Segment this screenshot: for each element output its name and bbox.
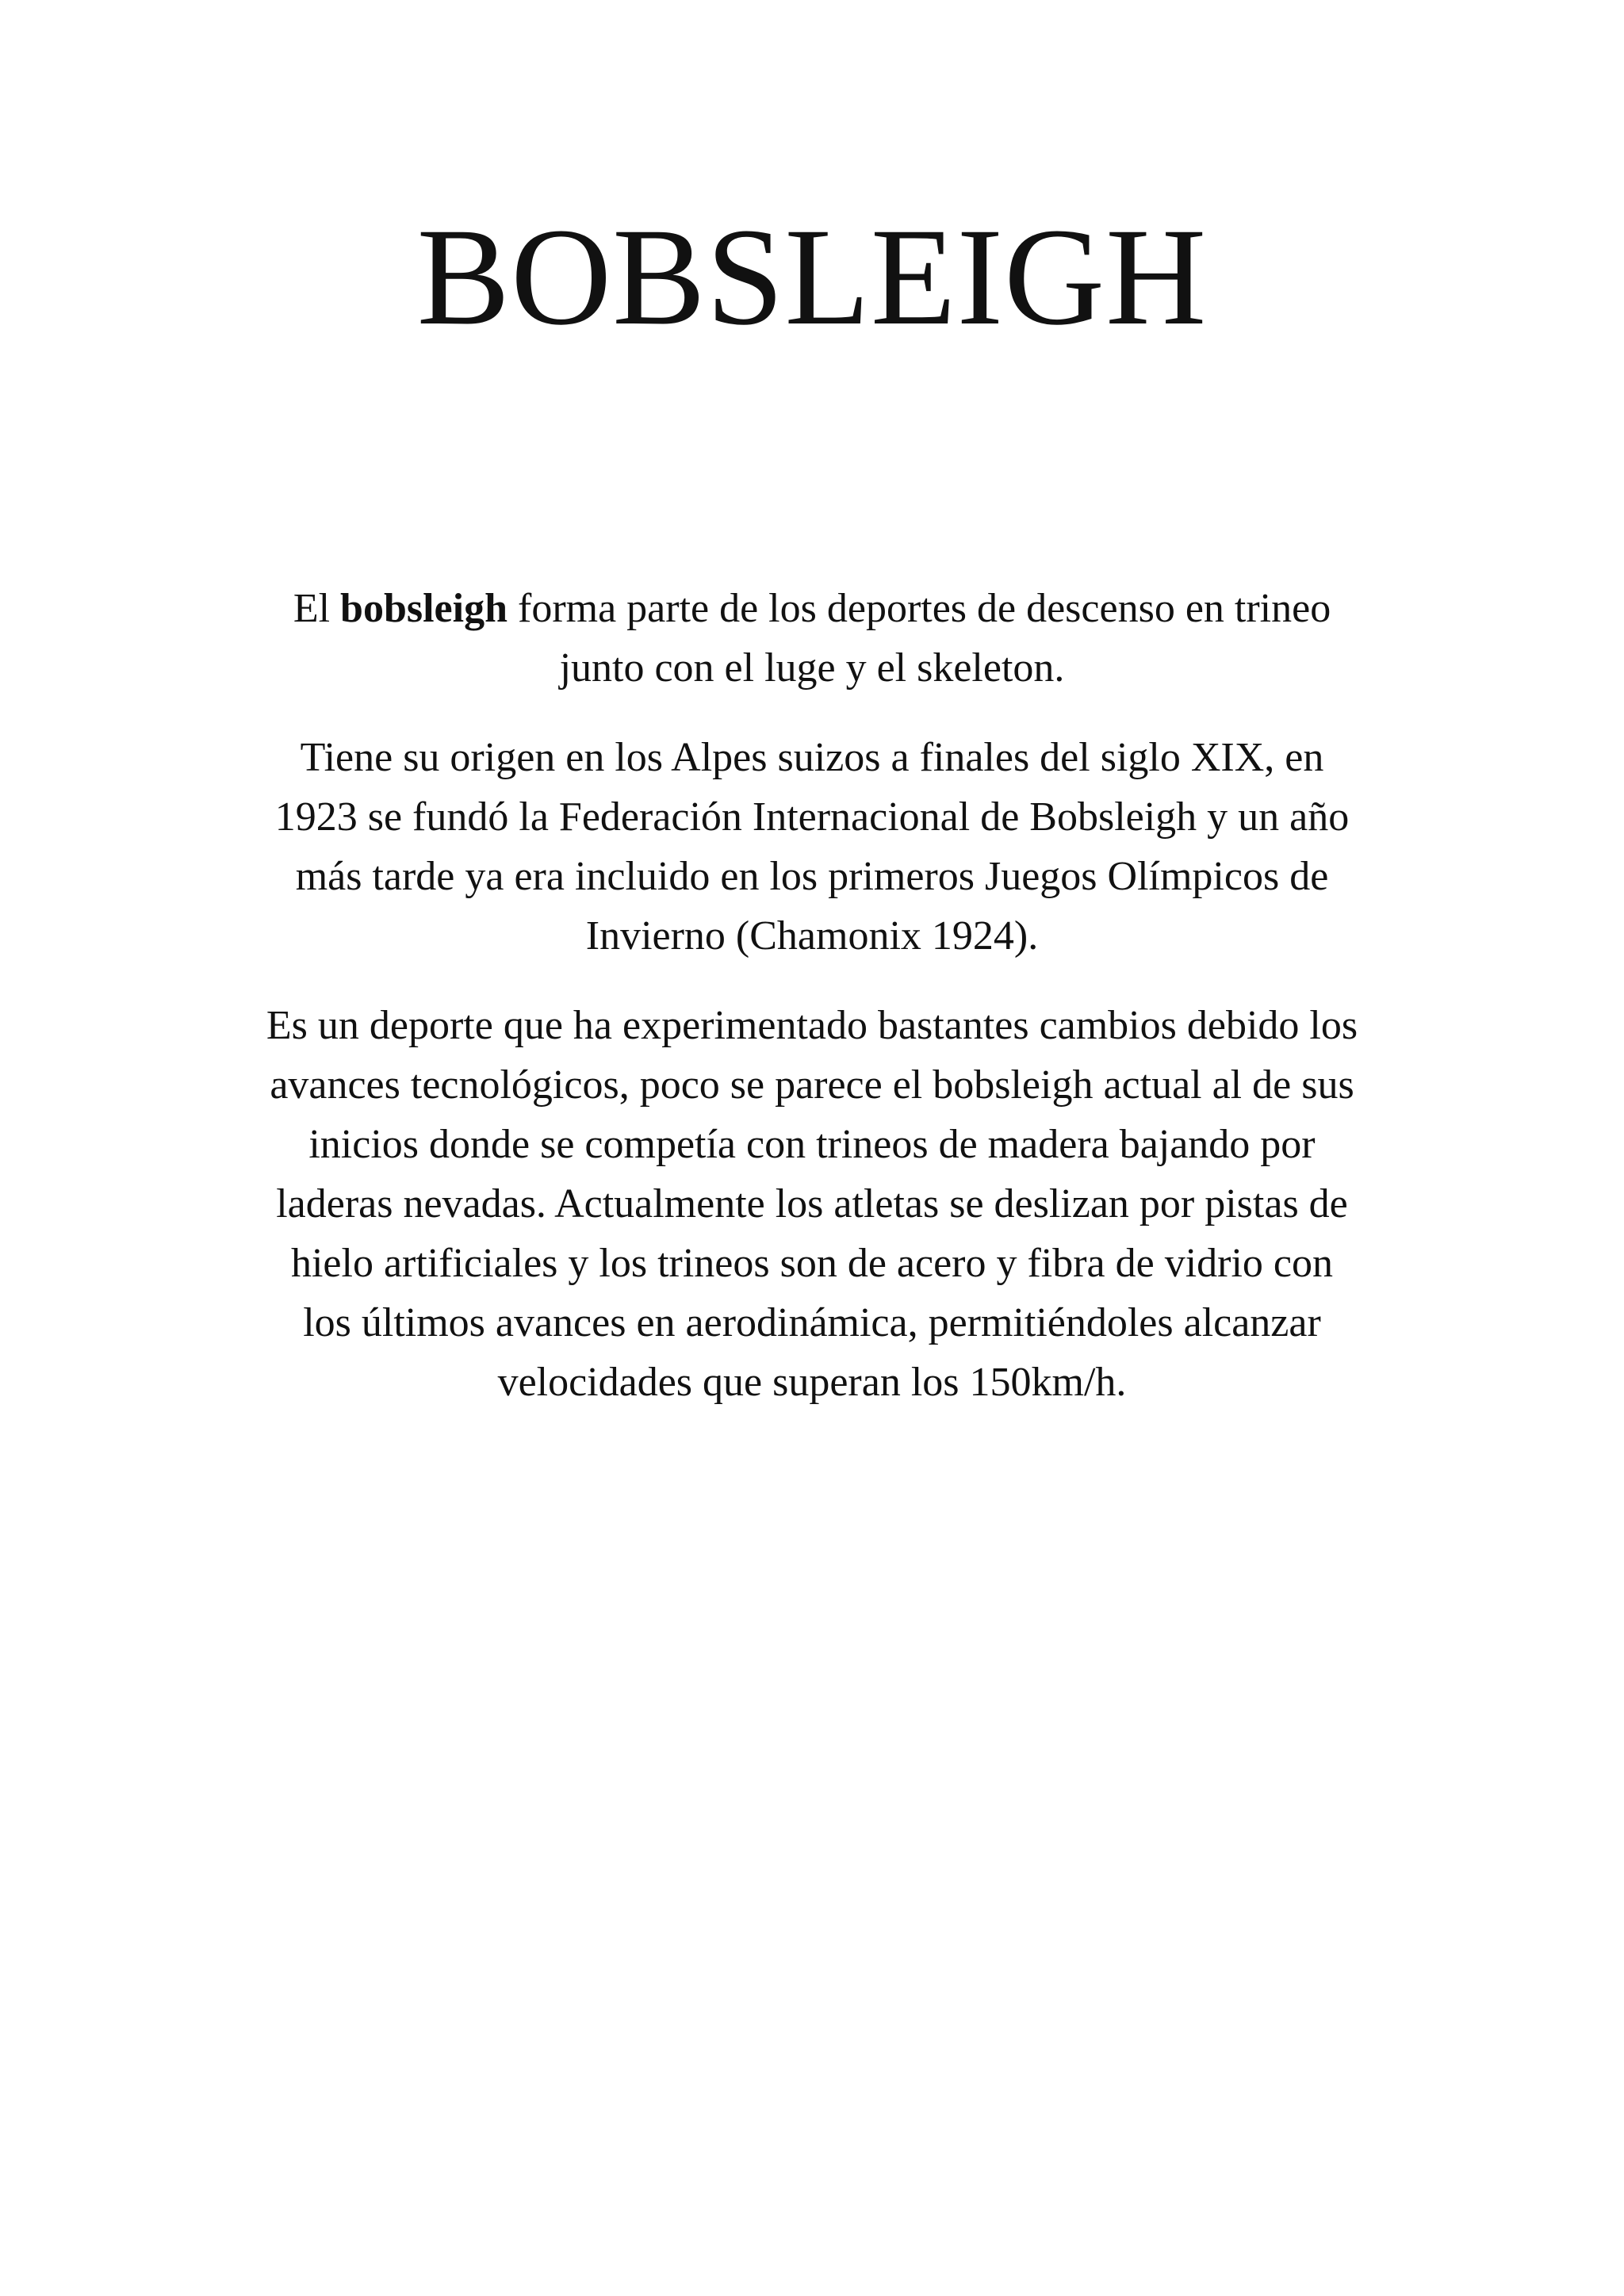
paragraph-origin: [214, 728, 1410, 966]
text-line: Es un deporte que ha experimentado bastantes cambios debido los: [266, 1003, 1358, 1048]
text-line: laderas nevadas. Actualmente los atletas se deslizan por pistas de: [276, 1181, 1348, 1226]
paragraph-intro: [214, 579, 1410, 698]
text-line: más tarde ya era incluido en los primeros Juegos Olímpicos de: [295, 854, 1329, 899]
text-line: inicios donde se competía con trineos de madera bajando por: [308, 1122, 1316, 1167]
text-line: los últimos avances en aerodinámica, permitiéndoles alcanzar: [303, 1300, 1321, 1345]
text-line: Tiene su origen en los Alpes suizos a finales del siglo XIX, en: [300, 735, 1324, 780]
text-line: junto con el luge y el skeleton.: [559, 645, 1065, 691]
paragraph-evolution: [214, 996, 1410, 1412]
text-line: avances tecnológicos, poco se parece el bobsleigh actual al de sus: [270, 1062, 1354, 1108]
page-title: BOBSLEIGH: [416, 200, 1208, 354]
text-segment: El: [293, 586, 341, 631]
text-segment: forma parte de los deportes de descenso en trineo: [508, 586, 1331, 631]
text-line: [214, 579, 1410, 638]
bold-term: bobsleigh: [340, 586, 508, 631]
document-body: [214, 579, 1410, 1442]
text-line: Invierno (Chamonix 1924).: [585, 913, 1039, 959]
text-line: 1923 se fundó la Federación Internacional de Bobsleigh y un año: [274, 794, 1350, 840]
text-line: velocidades que superan los 150km/h.: [497, 1360, 1127, 1405]
text-line: hielo artificiales y los trineos son de acero y fibra de vidrio con: [290, 1241, 1333, 1286]
